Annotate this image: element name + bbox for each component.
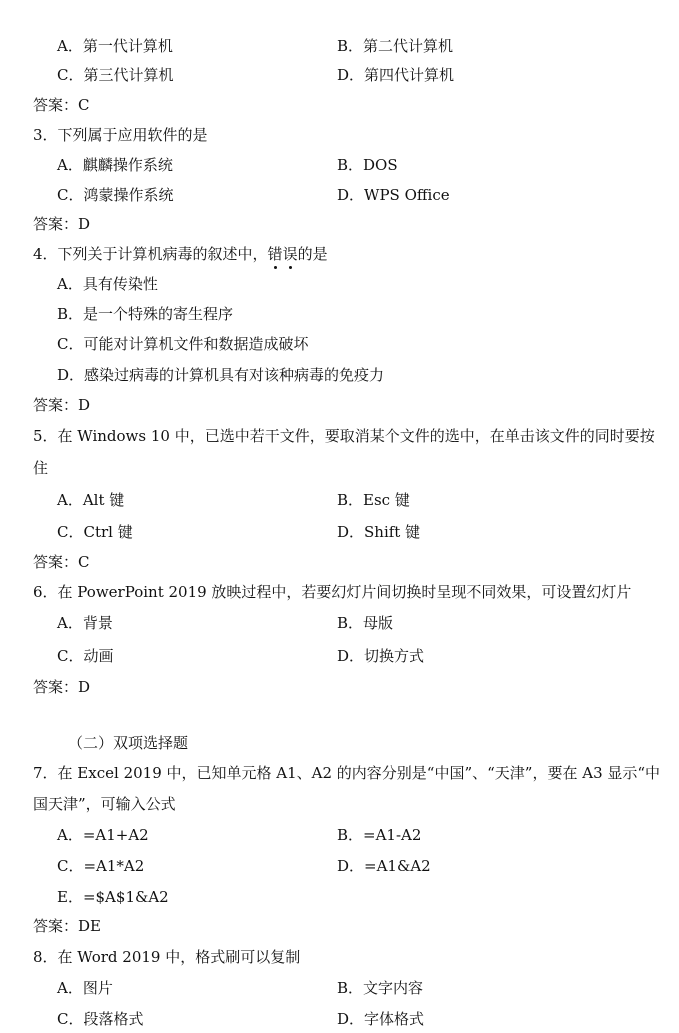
- q4-stem-before: 4．下列关于计算机病毒的叙述中，: [33, 245, 268, 263]
- q4-stem-after: 的是: [297, 245, 328, 263]
- q6-answer: 答案：D: [33, 678, 91, 696]
- q4-option-b: B．是一个特殊的寄生程序: [57, 305, 234, 323]
- q3-option-c: C．鸿蒙操作系统: [57, 186, 174, 204]
- q7-option-d: D．=A1&A2: [337, 857, 431, 875]
- q6-option-a: A．背景: [57, 614, 113, 632]
- q8-option-b: B．文字内容: [337, 979, 424, 997]
- q6-option-b: B．母版: [337, 614, 394, 632]
- q6-option-d: D．切换方式: [337, 647, 425, 665]
- q3-option-d: D．WPS Office: [337, 186, 450, 204]
- q5-stem-line1: 5．在 Windows 10 中，已选中若干文件，要取消某个文件的选中，在单击该文件的同时要按: [33, 427, 655, 445]
- q7-stem-line1: 7．在 Excel 2019 中，已知单元格 A1、A2 的内容分别是“中国”、“天津”，要在 A3 显示“中: [33, 764, 661, 782]
- q8-option-d: D．字体格式: [337, 1010, 425, 1028]
- q2-option-b: B．第二代计算机: [337, 37, 454, 55]
- q7-answer: 答案：DE: [33, 917, 101, 935]
- q3-stem: 3．下列属于应用软件的是: [33, 126, 208, 144]
- q7-stem-line2: 国天津”，可输入公式: [33, 795, 176, 813]
- q5-option-b: B．Esc 键: [337, 491, 410, 509]
- q8-option-a: A．图片: [57, 979, 113, 997]
- q5-option-a: A．Alt 键: [57, 491, 125, 509]
- q2-option-a: A．第一代计算机: [57, 37, 173, 55]
- q6-stem: 6．在 PowerPoint 2019 放映过程中，若要幻灯片间切换时呈现不同效果，可设置幻灯片: [33, 583, 632, 601]
- q8-option-c: C．段落格式: [57, 1010, 144, 1028]
- q7-option-a: A．=A1+A2: [57, 826, 149, 844]
- q5-answer: 答案：C: [33, 553, 90, 571]
- q4-option-c: C．可能对计算机文件和数据造成破坏: [57, 335, 309, 353]
- q4-option-a: A．具有传染性: [57, 275, 158, 293]
- q4-emphasis-char-1: 错: [267, 245, 283, 263]
- q4-emphasis-char-2: 误: [282, 245, 298, 263]
- q7-option-e: E．=$A$1&A2: [57, 888, 169, 906]
- q4-answer: 答案：D: [33, 396, 91, 414]
- q7-option-b: B．=A1-A2: [337, 826, 422, 844]
- q7-option-c: C．=A1*A2: [57, 857, 145, 875]
- q2-option-d: D．第四代计算机: [337, 66, 455, 84]
- q6-option-c: C．动画: [57, 647, 114, 665]
- q4-option-d: D．感染过病毒的计算机具有对该种病毒的免疫力: [57, 366, 385, 384]
- q3-option-b: B．DOS: [337, 156, 398, 174]
- q5-option-c: C．Ctrl 键: [57, 523, 133, 541]
- q8-stem: 8．在 Word 2019 中，格式刷可以复制: [33, 948, 301, 966]
- q4-stem: [33, 244, 328, 264]
- q3-option-a: A．麒麟操作系统: [57, 156, 173, 174]
- q3-answer: 答案：D: [33, 215, 91, 233]
- section-title: （二）双项选择题: [68, 734, 189, 752]
- q2-answer: 答案：C: [33, 96, 90, 114]
- q5-option-d: D．Shift 键: [337, 523, 421, 541]
- q2-option-c: C．第三代计算机: [57, 66, 174, 84]
- q5-stem-line2: 住: [33, 459, 49, 477]
